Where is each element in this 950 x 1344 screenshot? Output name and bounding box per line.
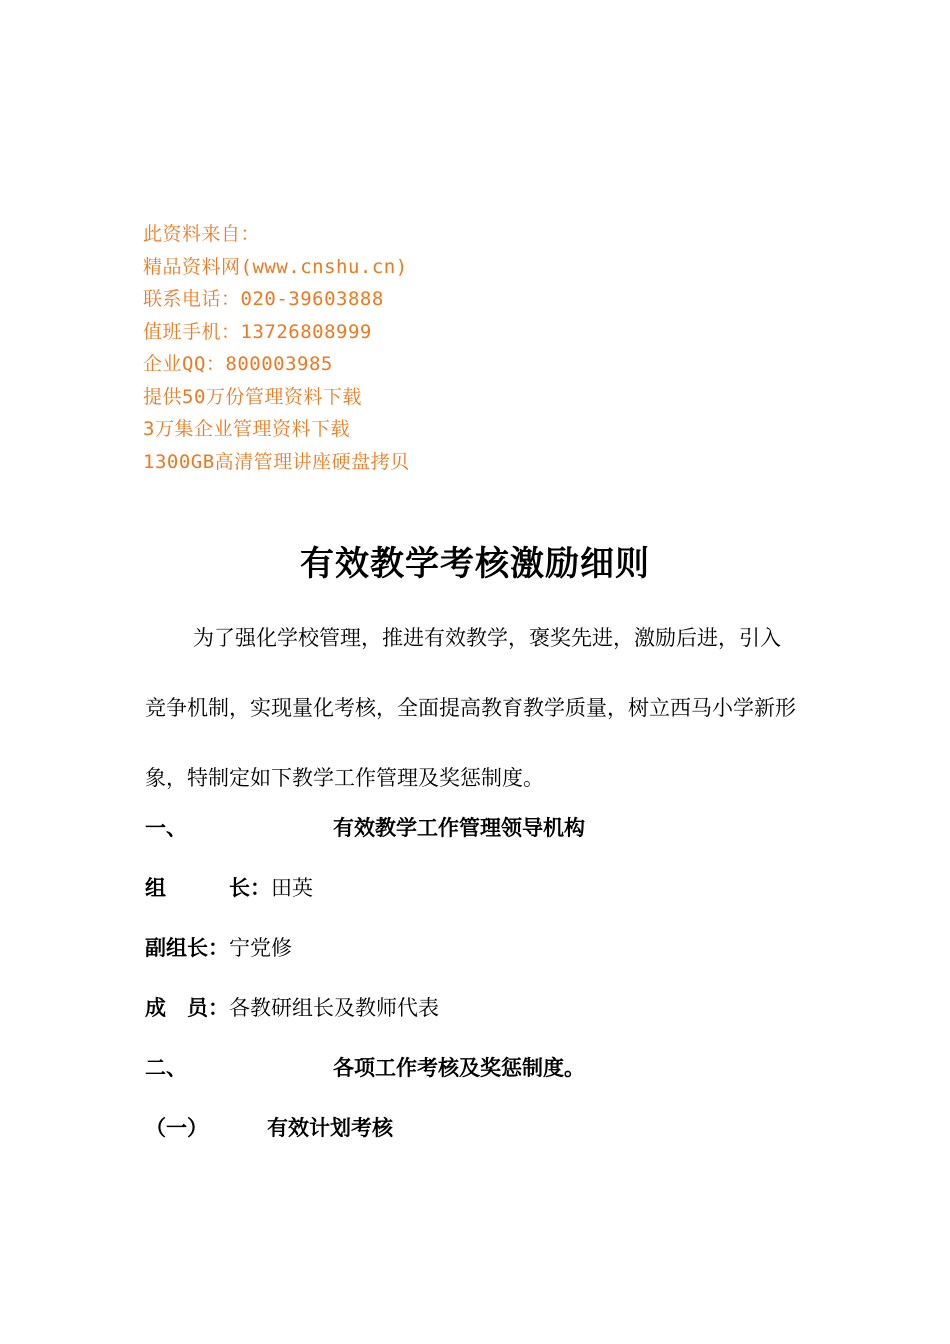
member-row-deputy (145, 930, 805, 966)
section-1-heading (145, 810, 805, 846)
subsection-1-title: 有效计划考核 (267, 1115, 393, 1140)
source-line: 此资料来自： (143, 223, 261, 245)
source-line: 精品资料网(www.cnshu.cn) (143, 255, 408, 278)
member-role: 副组长： (145, 935, 229, 960)
source-info-block (143, 218, 703, 478)
source-line: 值班手机：13726808999 (143, 320, 372, 343)
section-1-title: 有效教学工作管理领导机构 (333, 815, 585, 840)
section-2-heading (145, 1050, 805, 1086)
member-name: 各教研组长及教师代表 (229, 996, 439, 1020)
member-name: 田英 (271, 876, 313, 900)
subsection-1-number: （一） (145, 1115, 208, 1140)
section-1-number: 一、 (145, 815, 187, 840)
source-line: 联系电话：020-39603888 (143, 288, 384, 310)
member-role: 成 员： (145, 995, 229, 1020)
member-role: 组 长： (145, 875, 271, 900)
intro-paragraph: 为了强化学校管理，推进有效教学，褒奖先进，激励后进，引入竞争机制，实现量化考核，全面提高教育教学质量，树立西马小学新形象，特制定如下教学工作管理及奖惩制度。 (145, 626, 796, 790)
member-name: 宁党修 (229, 936, 292, 960)
source-line: 提供50万份管理资料下载 (143, 385, 362, 408)
source-line: 1300GB高清管理讲座硬盘拷贝 (143, 450, 410, 473)
subsection-1-heading (145, 1110, 805, 1146)
document-title: 有效教学考核激励细则 (300, 544, 650, 584)
source-line: 企业QQ：800003985 (143, 353, 333, 375)
member-row-leader (145, 870, 805, 906)
member-row-members (145, 990, 805, 1026)
section-2-number: 二、 (145, 1055, 187, 1080)
source-line: 3万集企业管理资料下载 (143, 418, 350, 440)
section-2-title: 各项工作考核及奖惩制度。 (333, 1055, 585, 1080)
